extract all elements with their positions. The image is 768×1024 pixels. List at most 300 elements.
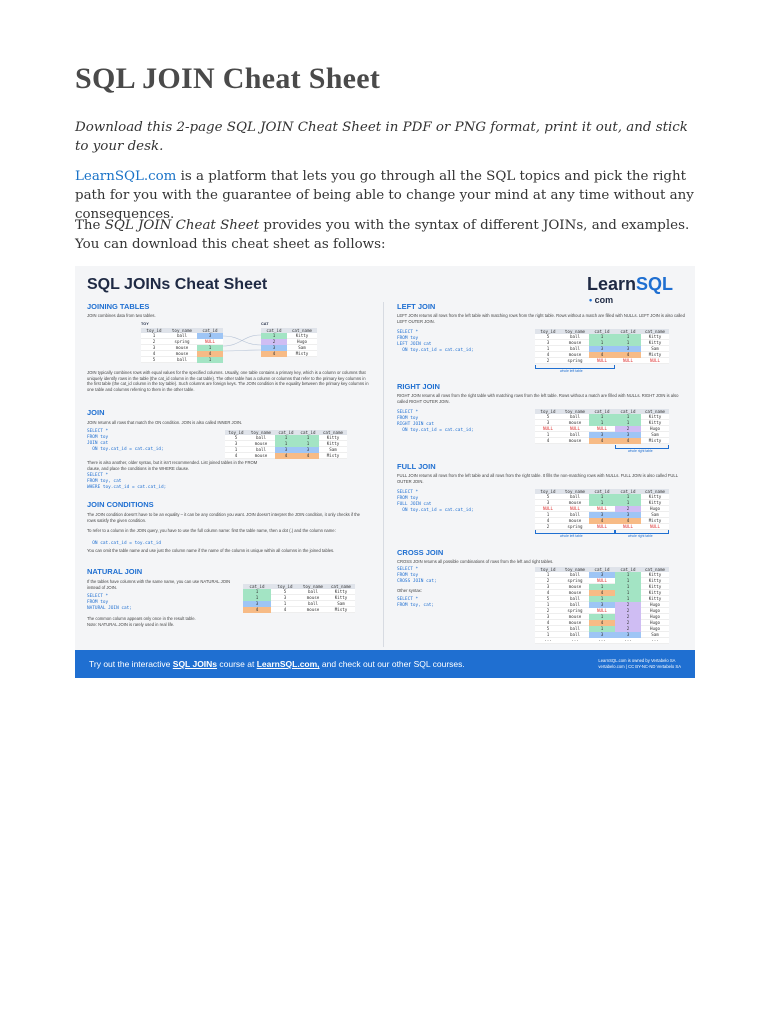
table-cell: Kitty (327, 589, 355, 595)
table-cell: 5 (271, 589, 299, 595)
table-cell: Sam (641, 346, 669, 352)
table-cell: 4 (535, 590, 561, 596)
table-header-cell: cat_name (287, 328, 317, 333)
table-header-cell: toy_name (561, 409, 589, 414)
table-cell: Kitty (287, 333, 317, 339)
table-cell: 1 (589, 414, 615, 420)
table-cell: 2 (615, 614, 641, 620)
table-header-cell: toy_name (299, 584, 327, 589)
table-cell: Kitty (641, 340, 669, 346)
table-cell: NULL (641, 524, 669, 530)
table-cell: 1 (261, 333, 287, 339)
sheet-footer (75, 650, 695, 678)
table-cell: ball (167, 357, 197, 363)
table-cell: ball (299, 589, 327, 595)
join-description: JOIN returns all rows that match the ON condition. JOIN is also called INNER JOIN. (87, 420, 243, 425)
table-cell: 2 (615, 626, 641, 632)
table-cell: ··· (561, 638, 589, 644)
table-cell: 1 (275, 435, 297, 441)
table-cell: 1 (243, 589, 271, 595)
table-cell: 1 (535, 432, 561, 438)
table-cell: NULL (589, 578, 615, 584)
table-header-cell: toy_id (535, 329, 561, 334)
table-cell: Misty (641, 352, 669, 358)
table-cell: Hugo (641, 614, 669, 620)
table-cell: 1 (297, 435, 319, 441)
table-cell: 1 (615, 500, 641, 506)
cross-join-result-table (535, 567, 669, 644)
table-cell: spring (561, 524, 589, 530)
table-cell: 4 (271, 607, 299, 613)
section-joining-tables: JOINING TABLES (87, 302, 150, 311)
table-cell: Kitty (641, 414, 669, 420)
table-cell: 3 (615, 512, 641, 518)
table-cell: 1 (589, 500, 615, 506)
natural-description: If the tables have columns with the same name, you can use NATURAL JOIN instead of JOIN. (87, 579, 231, 590)
table-cell: 5 (535, 596, 561, 602)
table-cell: Kitty (641, 500, 669, 506)
table-cell: ball (561, 596, 589, 602)
table-cell: 1 (615, 414, 641, 420)
table-cell: 2 (261, 339, 287, 345)
table-cell: 1 (615, 334, 641, 340)
table-header-cell: cat_name (641, 329, 669, 334)
full-join-code: SELECT * FROM toy FULL JOIN cat ON toy.cat_id = cat.cat_id; (397, 490, 474, 513)
join-connector-lines (223, 328, 261, 360)
table-cell: ball (561, 602, 589, 608)
table-cell: Kitty (319, 441, 347, 447)
table-cell: mouse (561, 340, 589, 346)
join-old-code: SELECT * FROM toy, cat WHERE toy.cat_id = cat.cat_id; (87, 473, 167, 490)
table-cell: 1 (615, 590, 641, 596)
full-whole-left-label: whole left table (560, 534, 583, 538)
table-cell: NULL (561, 506, 589, 512)
table-header-cell: cat_name (641, 489, 669, 494)
table-cell: spring (561, 358, 589, 364)
table-cell: 3 (243, 601, 271, 607)
table-cell: 4 (615, 518, 641, 524)
table-cell: 5 (535, 494, 561, 500)
table-cell: 3 (589, 602, 615, 608)
table-cell: 4 (615, 438, 641, 444)
join-alt-description: There is also another, older syntax, but it isn't recommended. List joined tables in the FROM clause, and place the conditions in the WHERE clause. (87, 460, 258, 471)
table-cell: ball (561, 494, 589, 500)
table-cell: Hugo (287, 339, 317, 345)
table-cell: Misty (319, 453, 347, 459)
table-cell: mouse (247, 441, 275, 447)
whole-right-label: whole right table (628, 449, 653, 453)
table-cell: mouse (561, 352, 589, 358)
table-header-cell: cat_id (589, 567, 615, 572)
full-join-result-table (535, 489, 669, 530)
table-header-cell: cat_id (589, 489, 615, 494)
table-header-cell: toy_id (141, 328, 167, 333)
table-header-cell: toy_name (561, 489, 589, 494)
table-header-cell: toy_name (561, 329, 589, 334)
table-cell: 1 (271, 601, 299, 607)
cross-other-syntax-label: Other syntax: (397, 588, 422, 593)
section-left-join: LEFT JOIN (397, 302, 436, 311)
left-join-result-table (535, 329, 669, 364)
section-full-join: FULL JOIN (397, 462, 436, 471)
table-cell: NULL (615, 358, 641, 364)
table-cell: 4 (141, 351, 167, 357)
table-cell: 1 (535, 602, 561, 608)
footer-link-learnsql[interactable]: LearnSQL.com, (256, 659, 320, 669)
table-cell: ball (299, 601, 327, 607)
table-cell: 3 (197, 333, 223, 339)
table-cell: NULL (589, 608, 615, 614)
table-header-cell: cat_id (275, 430, 297, 435)
table-cell: 1 (535, 572, 561, 578)
table-header-cell: toy_id (271, 584, 299, 589)
table-cell: 3 (271, 595, 299, 601)
table-header-cell: cat_name (641, 409, 669, 414)
table-header-cell: cat_id (589, 409, 615, 414)
logo-sql: SQL (635, 274, 673, 294)
joining-description: JOIN typically combines rows with equal values for the specified columns. Usually, one table contains a primary key, which is a column or columns that uniquely identify rows in the table (the cat_id column in the cat table). The other table has a column or columns that refer to the primary key columns in the first table (the cat_id column in the toy table). Such columns are foreign keys. The JOIN condition is the equality between the primary key columns in one table and columns referring to them in the other table. (87, 370, 369, 392)
table-cell: Kitty (641, 494, 669, 500)
table-cell: NULL (561, 426, 589, 432)
table-cell: 1 (589, 596, 615, 602)
table-cell: 1 (275, 441, 297, 447)
table-cell: 4 (243, 607, 271, 613)
table-cell: 1 (535, 512, 561, 518)
whole-left-label: whole left table (560, 369, 583, 373)
table-header-cell: cat_id (615, 489, 641, 494)
table-cell: 3 (535, 584, 561, 590)
table-header-cell: cat_name (319, 430, 347, 435)
lead-paragraph: Download this 2-page SQL JOIN Cheat Sheet in PDF or PNG format, print it out, and stick to your desk. (75, 120, 688, 154)
table-header-cell: toy_id (535, 567, 561, 572)
table-header-cell: toy_id (225, 430, 247, 435)
table-cell: Hugo (641, 426, 669, 432)
table-cell: 1 (615, 420, 641, 426)
table-cell: ball (247, 435, 275, 441)
table-cell: spring (167, 339, 197, 345)
table-cell: NULL (615, 524, 641, 530)
table-header-cell: cat_id (243, 584, 271, 589)
table-header-cell: toy_name (167, 328, 197, 333)
logo-com: com (594, 295, 614, 305)
table-cell: 2 (535, 524, 561, 530)
table-cell: ball (561, 512, 589, 518)
cond-description: The JOIN condition doesn't have to be an equality – it can be any condition you want. JOIN doesn't interpret the JOIN condition, it only checks if the rows satisfy the given condition. (87, 512, 361, 523)
table-header-cell: cat_id (589, 329, 615, 334)
table-cell: Misty (327, 607, 355, 613)
section-join-conditions: JOIN CONDITIONS (87, 500, 154, 509)
cond-description-2: To refer to a column in the JOIN query, you have to use the full column name: first the table name, then a dot (.) and the column name: (87, 528, 336, 533)
table-cell: 1 (589, 334, 615, 340)
table-cell: 4 (535, 438, 561, 444)
natural-note-2: Note: NATURAL JOIN is rarely used in real life. (87, 622, 175, 627)
cat-table (261, 328, 317, 357)
table-cell: 4 (275, 453, 297, 459)
cross-alt-code: SELECT * FROM toy, cat; (397, 597, 435, 608)
table-header-cell: cat_id (297, 430, 319, 435)
table-cell: Hugo (641, 620, 669, 626)
table-cell: 3 (535, 420, 561, 426)
table-cell: 3 (589, 512, 615, 518)
page-title: SQL JOIN Cheat Sheet (75, 62, 381, 95)
cheat-sheet-image (75, 266, 695, 678)
table-cell: mouse (299, 595, 327, 601)
table-cell: 1 (535, 632, 561, 638)
table-cell: mouse (561, 500, 589, 506)
table-cell: ball (561, 632, 589, 638)
toy-table-label: TOY (141, 322, 149, 326)
table-cell: 1 (615, 578, 641, 584)
table-cell: 3 (589, 632, 615, 638)
table-cell: ball (561, 626, 589, 632)
table-cell: ball (561, 572, 589, 578)
section-right-join: RIGHT JOIN (397, 382, 440, 391)
table-cell: NULL (589, 358, 615, 364)
table-cell: Misty (641, 438, 669, 444)
right-join-code: SELECT * FROM toy RIGHT JOIN cat ON toy.cat_id = cat.cat_id; (397, 410, 474, 433)
footer-note: LearnSQL.com is owned by Vertabelo SA vertabelo.com | CC BY-NC-ND Vertabelo SA (598, 658, 681, 669)
footer-text: Try out the interactive SQL JOINs course at LearnSQL.com, and check out our other SQL courses. (89, 659, 465, 669)
table-cell: Sam (641, 512, 669, 518)
table-cell: 3 (275, 447, 297, 453)
table-header-cell: toy_name (247, 430, 275, 435)
table-cell: 4 (589, 620, 615, 626)
section-cross-join: CROSS JOIN (397, 548, 444, 557)
table-cell: Hugo (641, 626, 669, 632)
table-cell: 2 (535, 578, 561, 584)
table-cell: mouse (561, 518, 589, 524)
table-cell: Sam (327, 601, 355, 607)
table-cell: mouse (561, 614, 589, 620)
table-cell: 2 (535, 358, 561, 364)
table-cell: 4 (535, 352, 561, 358)
table-cell: ··· (589, 638, 615, 644)
table-cell: 3 (261, 345, 287, 351)
table-cell: 3 (141, 345, 167, 351)
table-cell: NULL (197, 339, 223, 345)
table-cell: 1 (589, 494, 615, 500)
table-cell: ball (561, 334, 589, 340)
right-join-description: RIGHT JOIN returns all rows from the right table with matching rows from the left table. Rows without a match are filled with NULLs. RIGHT JOIN is also called RIGHT OUTER JOIN. (397, 393, 679, 404)
join-code: SELECT * FROM toy JOIN cat ON toy.cat_id = cat.cat_id; (87, 429, 164, 452)
syntax-paragraph (75, 216, 697, 254)
table-cell: ball (561, 414, 589, 420)
sheet-title: SQL JOINs Cheat Sheet (87, 276, 268, 293)
table-cell: 3 (589, 432, 615, 438)
table-cell: Kitty (641, 420, 669, 426)
left-join-description: LEFT JOIN returns all rows from the left table with matching rows from the right table. Rows without a match are filled with NULLs. LEFT JOIN is also called LEFT OUTER JOIN. (397, 313, 685, 324)
table-cell: 3 (535, 340, 561, 346)
table-cell: Hugo (641, 608, 669, 614)
table-cell: mouse (561, 590, 589, 596)
table-cell: 4 (589, 352, 615, 358)
intro-text: is a platform that lets you go through all the SQL topics and pick the right path for you with the guarantee of being able to change your mind at any time without any consequences. (75, 169, 694, 222)
table-cell: 4 (197, 351, 223, 357)
table-cell: Sam (319, 447, 347, 453)
table-header-cell: toy_id (535, 409, 561, 414)
table-cell: ball (561, 346, 589, 352)
syntax-text: provides you with the syntax of different JOINs, and examples. You can download this cheat sheet as follows: (75, 218, 690, 252)
table-cell: 4 (535, 620, 561, 626)
toy-table (141, 328, 223, 363)
footer-link-sql-joins[interactable]: SQL JOINs (172, 659, 218, 669)
table-cell: 1 (535, 346, 561, 352)
table-cell: 2 (615, 506, 641, 512)
table-cell: 3 (615, 632, 641, 638)
table-header-cell: cat_id (615, 409, 641, 414)
table-header-cell: cat_id (197, 328, 223, 333)
table-cell: 1 (297, 441, 319, 447)
table-header-cell: cat_id (615, 329, 641, 334)
table-cell: Hugo (641, 602, 669, 608)
natural-note: The common column appears only once in the result table. (87, 616, 196, 621)
table-cell: 2 (615, 602, 641, 608)
table-cell: mouse (167, 345, 197, 351)
table-cell: NULL (589, 506, 615, 512)
table-cell: NULL (641, 358, 669, 364)
table-cell: NULL (535, 506, 561, 512)
table-cell: ··· (615, 638, 641, 644)
table-cell: 4 (535, 518, 561, 524)
table-cell: 4 (225, 453, 247, 459)
table-cell: 3 (615, 432, 641, 438)
table-cell: mouse (299, 607, 327, 613)
table-cell: Kitty (641, 584, 669, 590)
table-cell: Hugo (641, 506, 669, 512)
table-cell: ··· (535, 638, 561, 644)
table-cell: 1 (197, 345, 223, 351)
table-cell: 1 (589, 626, 615, 632)
table-cell: mouse (561, 438, 589, 444)
table-cell: 1 (589, 614, 615, 620)
table-cell: Kitty (641, 578, 669, 584)
table-cell: ··· (641, 638, 669, 644)
table-cell: Misty (287, 351, 317, 357)
table-header-cell: cat_name (641, 567, 669, 572)
table-cell: Kitty (641, 590, 669, 596)
table-cell: 4 (589, 438, 615, 444)
table-header-cell: cat_id (261, 328, 287, 333)
table-cell: NULL (589, 524, 615, 530)
table-cell: 4 (297, 453, 319, 459)
full-join-description: FULL JOIN returns all rows from the left table and all rows from the right table. It fills the non-matching rows with NULLs. FULL JOIN is also called FULL OUTER JOIN. (397, 473, 678, 484)
table-cell: spring (561, 608, 589, 614)
column-divider (383, 302, 384, 647)
table-cell: ball (561, 432, 589, 438)
cat-table-label: CAT (261, 322, 269, 326)
table-cell: 2 (141, 339, 167, 345)
table-cell: Kitty (641, 596, 669, 602)
table-cell: ball (167, 333, 197, 339)
table-cell: 1 (615, 584, 641, 590)
logo-dot: • (588, 295, 593, 305)
table-cell: 5 (535, 414, 561, 420)
table-cell: Misty (641, 518, 669, 524)
cond-description-3: You can omit the table name and use just the column name if the name of the column is unique within all columns in the joined tables. (87, 548, 335, 553)
logo-learn: Learn (586, 274, 636, 294)
table-cell: Kitty (641, 572, 669, 578)
right-join-result-table (535, 409, 669, 444)
table-cell: 4 (261, 351, 287, 357)
table-cell: mouse (247, 453, 275, 459)
table-cell: 1 (197, 357, 223, 363)
table-cell: 4 (589, 590, 615, 596)
natural-result-table (243, 584, 355, 613)
table-cell: 1 (615, 340, 641, 346)
table-cell: 5 (535, 334, 561, 340)
cross-join-description: CROSS JOIN returns all possible combinations of rows from the left and right tables. (397, 559, 554, 564)
table-cell: mouse (561, 584, 589, 590)
table-cell: 1 (141, 333, 167, 339)
table-cell: Sam (287, 345, 317, 351)
table-cell: Kitty (641, 334, 669, 340)
learnsql-logo (587, 274, 673, 305)
table-cell: spring (561, 578, 589, 584)
table-cell: ball (247, 447, 275, 453)
table-header-cell: cat_id (615, 567, 641, 572)
table-cell: 3 (297, 447, 319, 453)
natural-code: SELECT * FROM toy NATURAL JOIN cat; (87, 594, 132, 611)
table-cell: 2 (615, 620, 641, 626)
table-cell: 1 (615, 596, 641, 602)
joining-intro: JOIN combines data from two tables. (87, 313, 156, 318)
table-cell: 4 (589, 518, 615, 524)
section-join: JOIN (87, 408, 105, 417)
table-header-cell: cat_name (327, 584, 355, 589)
table-cell: mouse (167, 351, 197, 357)
table-header-cell: toy_id (535, 489, 561, 494)
table-cell: 5 (141, 357, 167, 363)
syntax-text-italic: SQL JOIN Cheat Sheet (104, 218, 260, 233)
table-cell: Sam (641, 632, 669, 638)
table-header-cell: toy_name (561, 567, 589, 572)
table-cell: 1 (615, 572, 641, 578)
table-cell: 1 (225, 447, 247, 453)
table-cell: mouse (561, 420, 589, 426)
table-cell: 2 (535, 608, 561, 614)
table-cell: 1 (589, 584, 615, 590)
table-cell: 1 (615, 494, 641, 500)
table-cell: NULL (535, 426, 561, 432)
table-cell: 2 (615, 426, 641, 432)
table-cell: 3 (535, 614, 561, 620)
table-cell: Kitty (319, 435, 347, 441)
table-cell: 3 (615, 346, 641, 352)
section-natural-join: NATURAL JOIN (87, 567, 143, 576)
table-cell: 1 (589, 420, 615, 426)
join-result-table (225, 430, 347, 459)
table-cell: 3 (589, 572, 615, 578)
table-cell: 5 (535, 626, 561, 632)
learnsql-link[interactable]: LearnSQL.com (75, 169, 177, 184)
full-whole-right-label: whole right table (628, 534, 653, 538)
table-cell: NULL (589, 426, 615, 432)
cross-join-code: SELECT * FROM toy CROSS JOIN cat; (397, 567, 437, 584)
table-cell: 5 (225, 435, 247, 441)
table-cell: 3 (225, 441, 247, 447)
cond-code: ON cat.cat_id = toy.cat_id (87, 541, 162, 546)
table-cell: 3 (589, 346, 615, 352)
table-cell: 1 (589, 340, 615, 346)
table-cell: 2 (615, 608, 641, 614)
syntax-text-pre: The (75, 218, 105, 233)
table-cell: 4 (615, 352, 641, 358)
table-cell: Sam (641, 432, 669, 438)
table-cell: Kitty (327, 595, 355, 601)
table-cell: 1 (243, 595, 271, 601)
table-cell: mouse (561, 620, 589, 626)
table-cell: 3 (535, 500, 561, 506)
